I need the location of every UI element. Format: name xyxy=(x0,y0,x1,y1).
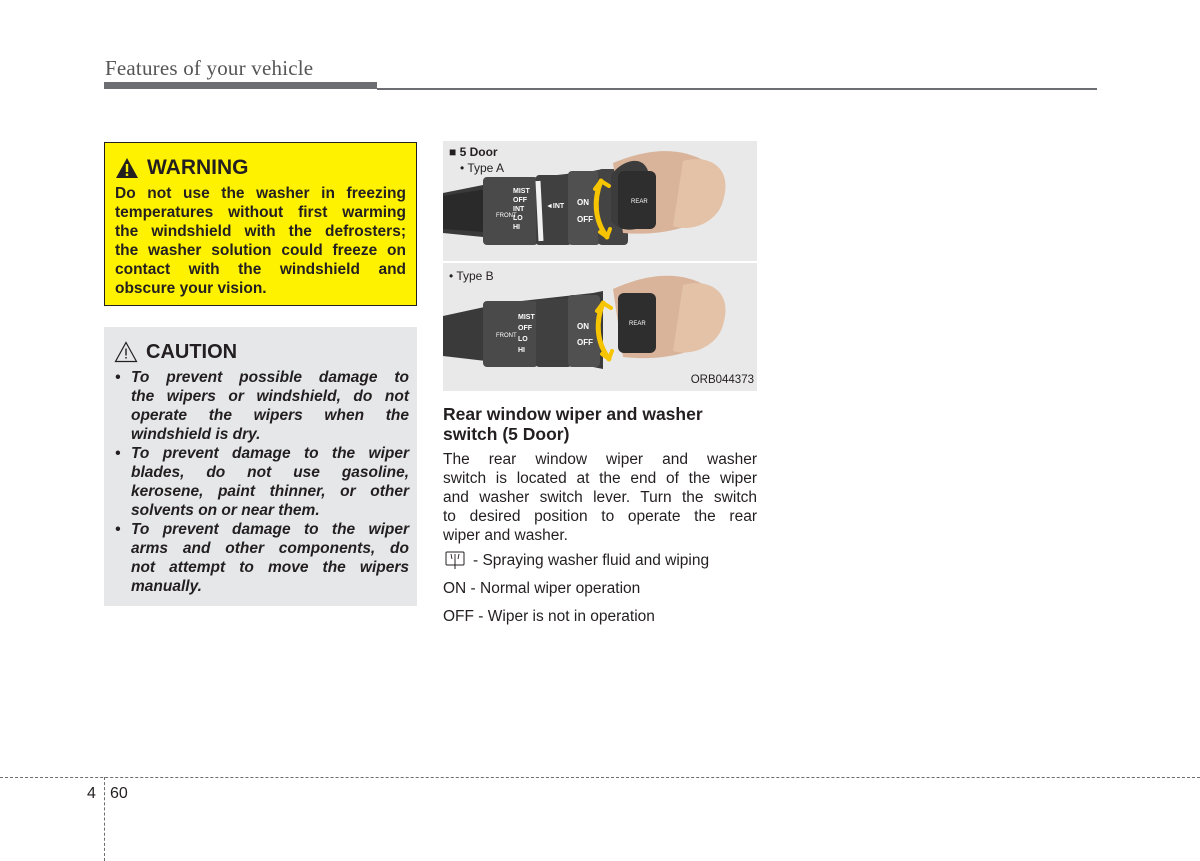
caution-line: not attempt to move the wipers xyxy=(131,559,409,576)
body-line: wiper and washer. xyxy=(443,527,568,544)
caution-line: blades, do not use gasoline, xyxy=(131,464,409,481)
figure-code: ORB044373 xyxy=(690,374,754,386)
wiper-switch-figure xyxy=(443,141,757,391)
caution-line: To prevent damage to the wiper xyxy=(131,445,409,462)
switch-b-positions xyxy=(518,312,535,356)
warning-line: temperatures without first warming xyxy=(115,204,406,221)
switch-position: MIST xyxy=(518,314,535,321)
caution-item xyxy=(114,368,409,444)
switch-position: HI xyxy=(513,224,520,231)
chapter-number: 4 xyxy=(87,785,96,802)
legend-spray xyxy=(443,550,709,570)
caution-line: kerosene, paint thinner, or other xyxy=(131,483,409,500)
section-title-line: switch (5 Door) xyxy=(443,424,570,444)
switch-b-on-label: ON xyxy=(577,322,589,331)
caution-line: manually. xyxy=(131,578,202,595)
caution-item xyxy=(114,520,409,596)
caution-line: To prevent damage to the wiper xyxy=(131,521,409,538)
caution-title: CAUTION xyxy=(146,340,238,363)
caution-line: solvents on or near them. xyxy=(131,502,320,519)
switch-a-int-label: ◄INT xyxy=(546,203,565,210)
warning-text xyxy=(115,184,406,298)
section-title-line: Rear window wiper and washer xyxy=(443,404,703,424)
switch-a-on-label: ON xyxy=(577,198,589,207)
warning-line: Do not use the washer in freezing xyxy=(115,185,406,202)
caution-line: To prevent possible damage to xyxy=(131,369,409,386)
switch-position: MIST xyxy=(513,188,530,195)
body-line: switch is located at the end of the wiper xyxy=(443,470,757,487)
bullet: • xyxy=(115,521,121,538)
caution-line: arms and other components, do xyxy=(131,540,409,557)
switch-position: LO xyxy=(518,336,528,343)
warning-box xyxy=(104,142,417,306)
switch-a-front-label: FRONT xyxy=(496,213,517,219)
legend-off xyxy=(443,607,655,626)
body-line: and washer switch lever. Turn the switch xyxy=(443,489,757,506)
footer-rule xyxy=(0,777,1200,778)
caution-line: the wipers or windshield, do not xyxy=(131,388,409,405)
warning-header xyxy=(115,155,406,181)
warning-line: the windshield with the defrosters; xyxy=(115,223,406,240)
switch-b-off-label: OFF xyxy=(577,338,593,347)
warning-triangle-icon xyxy=(115,157,139,179)
page-header-title: Features of your vehicle xyxy=(105,56,314,80)
switch-b-rear-label: REAR xyxy=(629,321,646,327)
body-line: The rear window wiper and washer xyxy=(443,451,757,468)
switch-position: OFF xyxy=(513,197,527,204)
type-b-label: • Type B xyxy=(449,269,494,283)
switch-a-positions xyxy=(513,187,530,232)
legend-spray-text: - Spraying washer fluid and wiping xyxy=(473,551,710,569)
caution-triangle-icon xyxy=(114,341,138,363)
switch-position: INT xyxy=(513,206,525,213)
caution-item xyxy=(114,444,409,520)
section-body xyxy=(443,450,757,545)
wiper-switch-illustration xyxy=(443,141,757,391)
washer-spray-icon xyxy=(443,550,467,570)
caution-box xyxy=(104,327,417,606)
header-rule-thin xyxy=(377,88,1097,90)
switch-a-off-label: OFF xyxy=(577,215,593,224)
switch-position: LO xyxy=(513,215,523,222)
page-number: 60 xyxy=(110,785,128,802)
switch-b-front-label: FRONT xyxy=(496,333,517,339)
switch-a-rear-label: REAR xyxy=(631,199,648,205)
legend-on xyxy=(443,579,640,598)
legend-off-text: OFF - Wiper is not in operation xyxy=(443,608,655,625)
caution-line: windshield is dry. xyxy=(131,426,261,443)
bullet: • xyxy=(115,369,121,386)
footer-vertical-rule xyxy=(104,777,105,861)
legend-on-text: ON - Normal wiper operation xyxy=(443,580,641,597)
section-title xyxy=(443,404,758,444)
switch-position: HI xyxy=(518,347,525,354)
body-line: to desired position to operate the rear xyxy=(443,508,757,525)
warning-line: obscure your vision. xyxy=(115,280,267,297)
caution-header xyxy=(114,339,409,365)
warning-title: WARNING xyxy=(147,156,249,179)
switch-position: OFF xyxy=(518,325,532,332)
figure-divider xyxy=(443,261,757,263)
caution-list xyxy=(114,368,409,596)
warning-line: the washer solution could freeze on xyxy=(115,242,406,259)
caution-line: operate the wipers when the xyxy=(131,407,409,424)
figure-heading: ■ 5 Door xyxy=(449,145,498,159)
warning-line: contact with the windshield and xyxy=(115,261,406,278)
header-rule-thick xyxy=(104,82,377,89)
type-a-label: • Type A xyxy=(460,161,505,175)
bullet: • xyxy=(115,445,121,462)
